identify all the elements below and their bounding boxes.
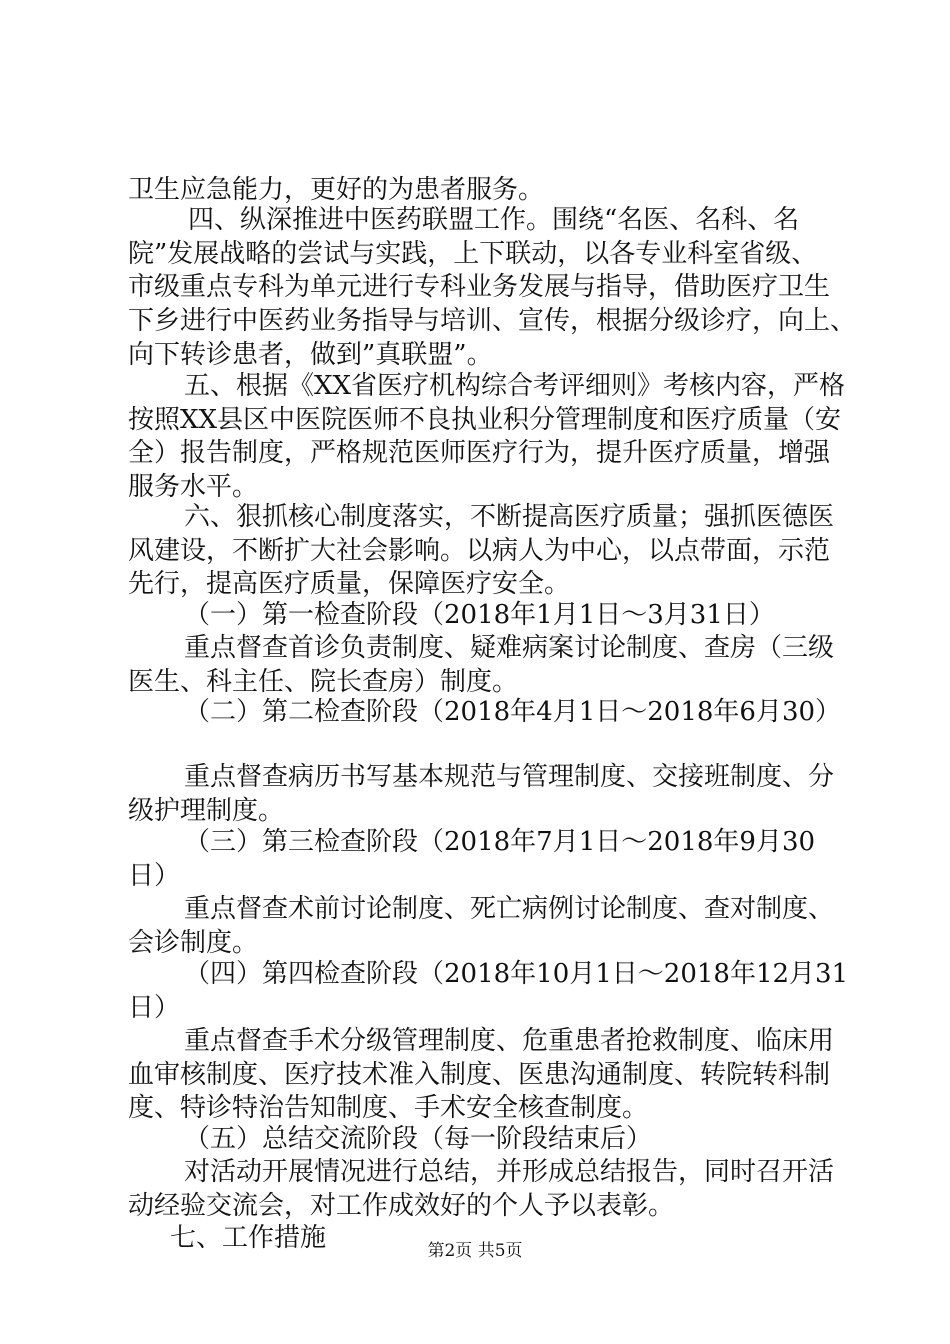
text-line: 服务水平。 bbox=[128, 472, 259, 502]
text-line: （四）第四检查阶段（2018年10月1日～2018年12月31 bbox=[184, 959, 849, 989]
text-line: （二）第二检查阶段（2018年4月1日～2018年6月30） bbox=[184, 697, 842, 727]
text-line: 会诊制度。 bbox=[128, 928, 259, 958]
text-line: 全）报告制度，严格规范医师医疗行为，提升医疗质量，增强 bbox=[128, 438, 831, 468]
text-line: 重点督查病历书写基本规范与管理制度、交接班制度、分 bbox=[184, 762, 835, 792]
text-line: 风建设，不断扩大社会影响。以病人为中心，以点带面，示范 bbox=[128, 536, 831, 566]
page-number-footer: 第2页 共5页 bbox=[427, 1241, 523, 1261]
text-line: 五、根据《XX省医疗机构综合考评细则》考核内容，严格 bbox=[184, 371, 846, 401]
text-line: （三）第三检查阶段（2018年7月1日～2018年9月30 bbox=[184, 827, 816, 857]
text-line: 下乡进行中医药业务指导与培训、宣传，根据分级诊疗，向上、 bbox=[128, 306, 857, 336]
text-line: 医生、科主任、院长查房）制度。 bbox=[128, 667, 519, 697]
text-line: 度、特诊特治告知制度、手术安全核查制度。 bbox=[128, 1093, 649, 1123]
text-line: 市级重点专科为单元进行专科业务发展与指导，借助医疗卫生 bbox=[128, 272, 831, 302]
text-line: 四、纵深推进中医药联盟工作。围绕“名医、名科、名 bbox=[188, 205, 800, 235]
text-line: 对活动开展情况进行总结，并形成总结报告，同时召开活 bbox=[184, 1157, 835, 1187]
text-line: 按照XX县区中医院医师不良执业积分管理制度和医疗质量（安 bbox=[128, 405, 842, 435]
text-line: 动经验交流会，对工作成效好的个人予以表彰。 bbox=[128, 1191, 675, 1221]
text-line: 先行，提高医疗质量，保障医疗安全。 bbox=[128, 569, 571, 599]
text-line: 重点督查术前讨论制度、死亡病例讨论制度、查对制度、 bbox=[184, 894, 835, 924]
text-line: 血审核制度、医疗技术准入制度、医患沟通制度、转院转科制 bbox=[128, 1060, 831, 1090]
text-line: 向下转诊患者，做到”真联盟”。 bbox=[128, 340, 493, 370]
text-line: 六、狠抓核心制度落实，不断提高医疗质量；强抓医德医 bbox=[184, 502, 835, 532]
text-line: （五）总结交流阶段（每一阶段结束后） bbox=[184, 1124, 653, 1154]
text-line: 日） bbox=[128, 993, 181, 1023]
text-line: 重点督查手术分级管理制度、危重患者抢救制度、临床用 bbox=[184, 1026, 835, 1056]
text-line: 级护理制度。 bbox=[128, 796, 285, 826]
text-line: 日） bbox=[128, 861, 181, 891]
text-line: 重点督查首诊负责制度、疑难病案讨论制度、查房（三级 bbox=[184, 633, 835, 663]
text-line: 卫生应急能力，更好的为患者服务。 bbox=[128, 175, 545, 205]
text-line: 七、工作措施 bbox=[170, 1223, 327, 1253]
text-line: 院”发展战略的尝试与实践，上下联动，以各专业科室省级、 bbox=[128, 239, 818, 269]
text-line: （一）第一检查阶段（2018年1月1日～3月31日） bbox=[184, 600, 775, 630]
